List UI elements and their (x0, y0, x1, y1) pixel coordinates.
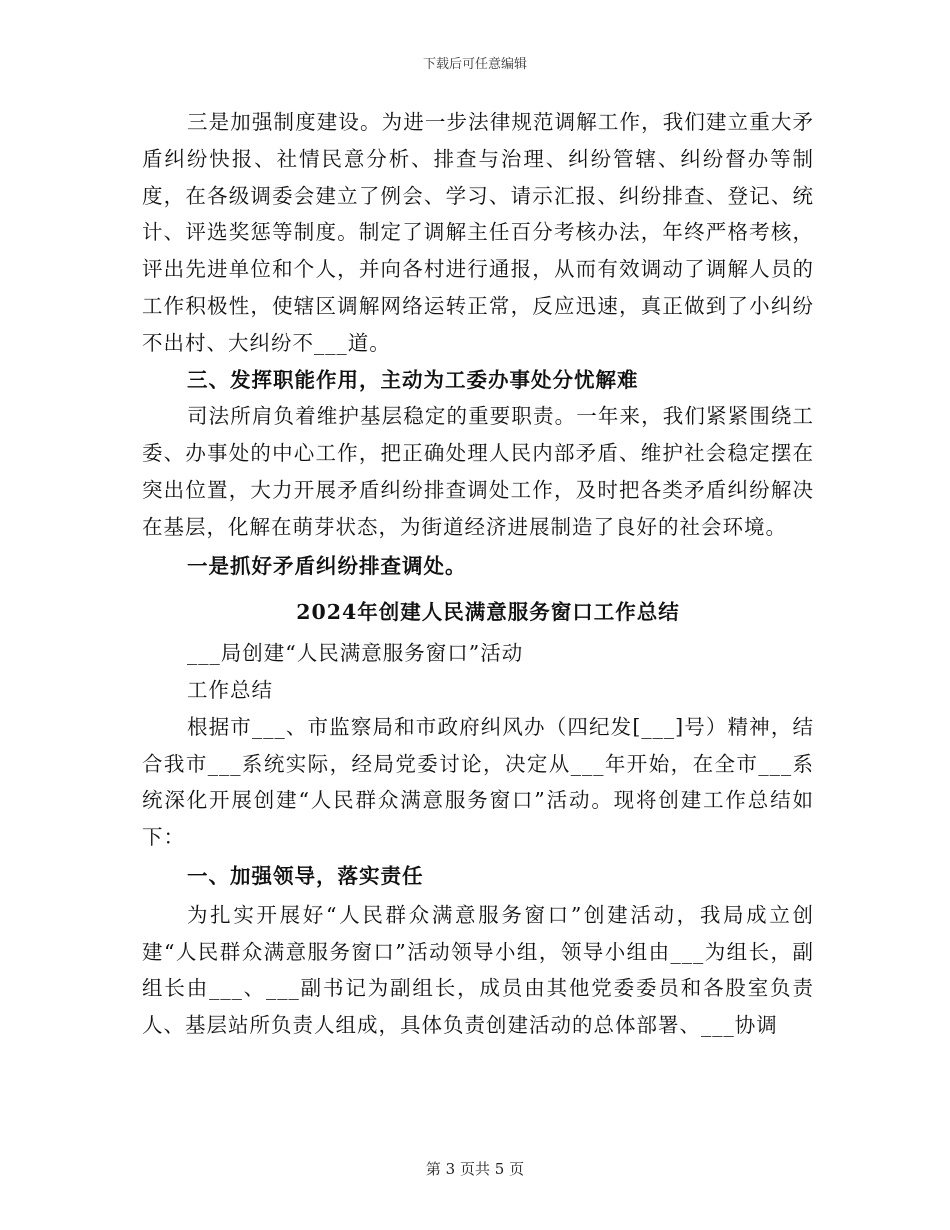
section-heading-functions: 三、发挥职能作用，主动为工委办事处分忧解难 (187, 367, 639, 392)
subtitle-line-1: ___局创建“人民满意服务窗口”活动 (187, 641, 524, 666)
document-body (142, 104, 814, 1044)
page-footer: 第 3 页共 5 页 (425, 1160, 525, 1178)
paragraph-background: 根据市___、市监察局和市政府纠风办（四纪发[___]号）精神，结合我市___系统实际，经局党委讨论，决定从___年开始，在全市___系统深化开展创建“人民群众满意服务窗口”活动。现将创建工作总结如下： (142, 714, 814, 850)
subtitle-line-2: 工作总结 (187, 677, 273, 702)
section-heading-leadership: 一、加强领导，落实责任 (187, 863, 424, 888)
paragraph-leadership-group: 为扎实开展好“人民群众满意服务窗口”创建活动，我局成立创建“人民群众满意服务窗口”活动领导小组，领导小组由___为组长，副组长由___、___副书记为副组长，成员由其他党委委员和各股室负责人、基层站所负责人组成，具体负责创建活动的总体部署、___协调 (142, 902, 814, 1038)
document-title: 2024年创建人民满意服务窗口工作总结 (296, 600, 680, 625)
subheading-dispute-handling: 一是抓好矛盾纠纷排查调处。 (187, 553, 467, 578)
page-header: 下载后可任意编辑 (422, 57, 527, 72)
paragraph-judicial-office: 司法所肩负着维护基层稳定的重要职责。一年来，我们紧紧围绕工委、办事处的中心工作，把正确处理人民内部矛盾、维护社会稳定摆在突出位置，大力开展矛盾纠纷排查调处工作，及时把各类矛盾纠纷解决在基层，化解在萌芽状态，为街道经济进展制造了良好的社会环境。 (142, 404, 814, 539)
paragraph-system-building: 三是加强制度建设。为进一步法律规范调解工作，我们建立重大矛盾纠纷快报、社情民意分析、排查与治理、纠纷管辖、纠纷督办等制度，在各级调委会建立了例会、学习、请示汇报、纠纷排查、登记、统计、评选奖惩等制度。制定了调解主任百分考核办法，年终严格考核，评出先进单位和个人，并向各村进行通报，从而有效调动了调解人员的工作积极性，使辖区调解网络运转正常，反应迅速，真正做到了小纠纷不出村、大纠纷不___道。 (142, 110, 814, 355)
